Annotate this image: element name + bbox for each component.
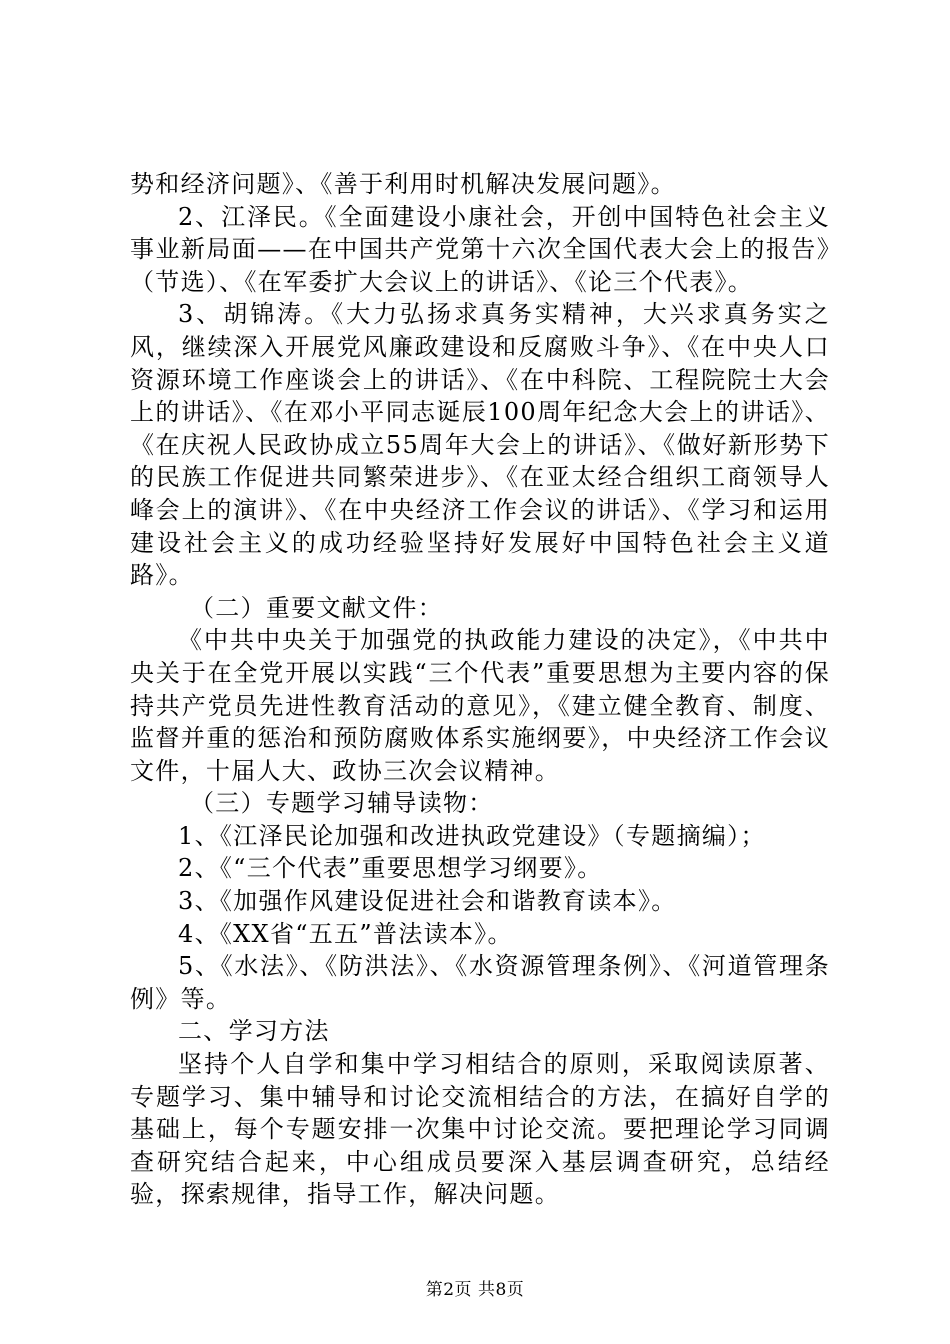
paragraph-study-methods: 坚持个人自学和集中学习相结合的原则，采取阅读原著、专题学习、集中辅导和讨论交流相结合的方法，在搞好自学的基础上，每个专题安排一次集中讨论交流。要把理论学习同调查研究结合起来，中心组成员要深入基层调查研究，总结经验，探索规律，指导工作，解决问题。 [130, 1050, 830, 1209]
page-number-footer: 第2页 共8页 [425, 1280, 525, 1300]
document-body [130, 168, 830, 1211]
paragraph-hu-jintao-works: 3、胡锦涛。《大力弘扬求真务实精神，大兴求真务实之风，继续深入开展党风廉政建设和反腐败斗争》、《在中央人口资源环境工作座谈会上的讲话》、《在中科院、工程院院士大会上的讲话》、《在邓小平同志诞辰100周年纪念大会上的讲话》、《在庆祝人民政协成立55周年大会上的讲话》、《做好新形势下的民族工作促进共同繁荣进步》、《在亚太经合组织工商领导人峰会上的演讲》、《在中央经济工作会议的讲话》、《学习和运用建设社会主义的成功经验坚持好发展好中国特色社会主义道路》。 [130, 300, 830, 590]
paragraph-continuation: 势和经济问题》、《善于利用时机解决发展问题》。 [130, 170, 676, 198]
list-item-reading-2: 2、《“三个代表”重要思想学习纲要》。 [178, 854, 603, 883]
paragraph-important-documents: 《中共中央关于加强党的执政能力建设的决定》，《中共中央关于在全党开展以实践“三个代表”重要思想为主要内容的保持共产党员先进性教育活动的意见》，《建立健全教育、制度、监督并重的惩治和预防腐败体系实施纲要》，中央经济工作会议文件，十届人大、政协三次会议精神。 [130, 626, 830, 785]
section-heading-reading-materials: （三）专题学习辅导读物： [190, 789, 494, 818]
list-item-reading-3: 3、《加强作风建设促进社会和谐教育读本》。 [178, 887, 677, 916]
list-item-reading-1: 1、《江泽民论加强和改进执政党建设》（专题摘编）； [178, 821, 766, 850]
list-item-reading-5: 5、《水法》、《防洪法》、《水资源管理条例》、《河道管理条例》等。 [130, 952, 830, 1013]
list-item-reading-4: 4、《XX省“五五”普法读本》。 [178, 919, 513, 948]
section-heading-study-methods: 二、学习方法 [178, 1017, 330, 1046]
paragraph-jiang-zemin-works: 2、江泽民。《全面建设小康社会，开创中国特色社会主义事业新局面——在中国共产党第十六次全国代表大会上的报告》（节选）、《在军委扩大会议上的讲话》、《论三个代表》。 [130, 202, 830, 296]
section-heading-important-documents: （二）重要文献文件： [190, 593, 443, 622]
